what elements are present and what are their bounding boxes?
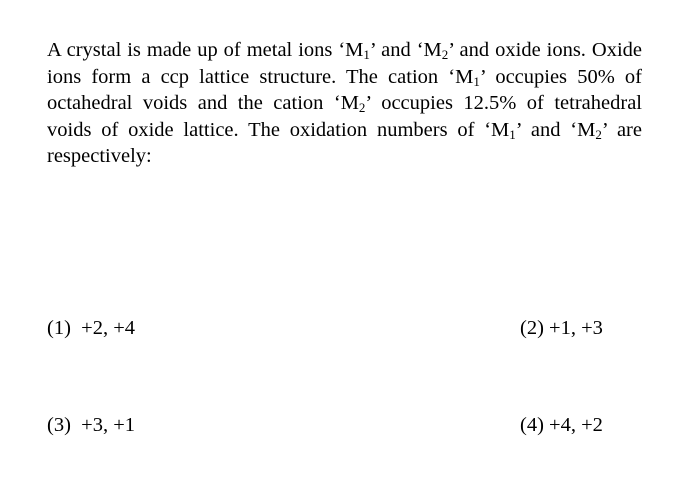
question-text-part: ’ occupies 12.5% of tetrahedral voids of oxide lattice. The oxidation numbers of ‘M — [47, 92, 642, 141]
question-text-part: ’ are respectively: — [47, 118, 642, 167]
subscript: 2 — [358, 100, 366, 115]
option-1[interactable] — [47, 315, 135, 341]
question-text-part: A crystal is made up of metal ions ‘M — [47, 39, 364, 61]
option-text: +2, +4 — [81, 317, 136, 339]
option-number: (4) — [520, 414, 544, 436]
question-text-part: ’ and ‘M — [515, 118, 596, 141]
subscript: 1 — [509, 126, 516, 142]
option-number: (3) — [47, 414, 71, 436]
question-text-part: ’ and oxide ions. Oxide ions form a ccp lattice structure. The cation ‘M — [47, 39, 642, 88]
subscript: 2 — [595, 126, 602, 142]
option-4[interactable] — [520, 412, 603, 438]
question-text — [47, 37, 642, 170]
option-3[interactable] — [47, 412, 135, 438]
question-text-part: ’ and ‘M — [369, 39, 442, 61]
option-2[interactable] — [520, 315, 603, 341]
option-text: +1, +3 — [549, 317, 603, 339]
question-text-part: ’ occupies 50% of octahedral voids and the cation ‘M — [47, 65, 642, 114]
subscript: 1 — [473, 73, 480, 89]
option-text: +4, +2 — [549, 414, 603, 436]
option-number: (1) — [47, 317, 71, 339]
option-number: (2) — [520, 317, 544, 339]
subscript: 2 — [441, 47, 449, 62]
subscript: 1 — [363, 47, 370, 62]
option-text: +3, +1 — [81, 414, 136, 436]
